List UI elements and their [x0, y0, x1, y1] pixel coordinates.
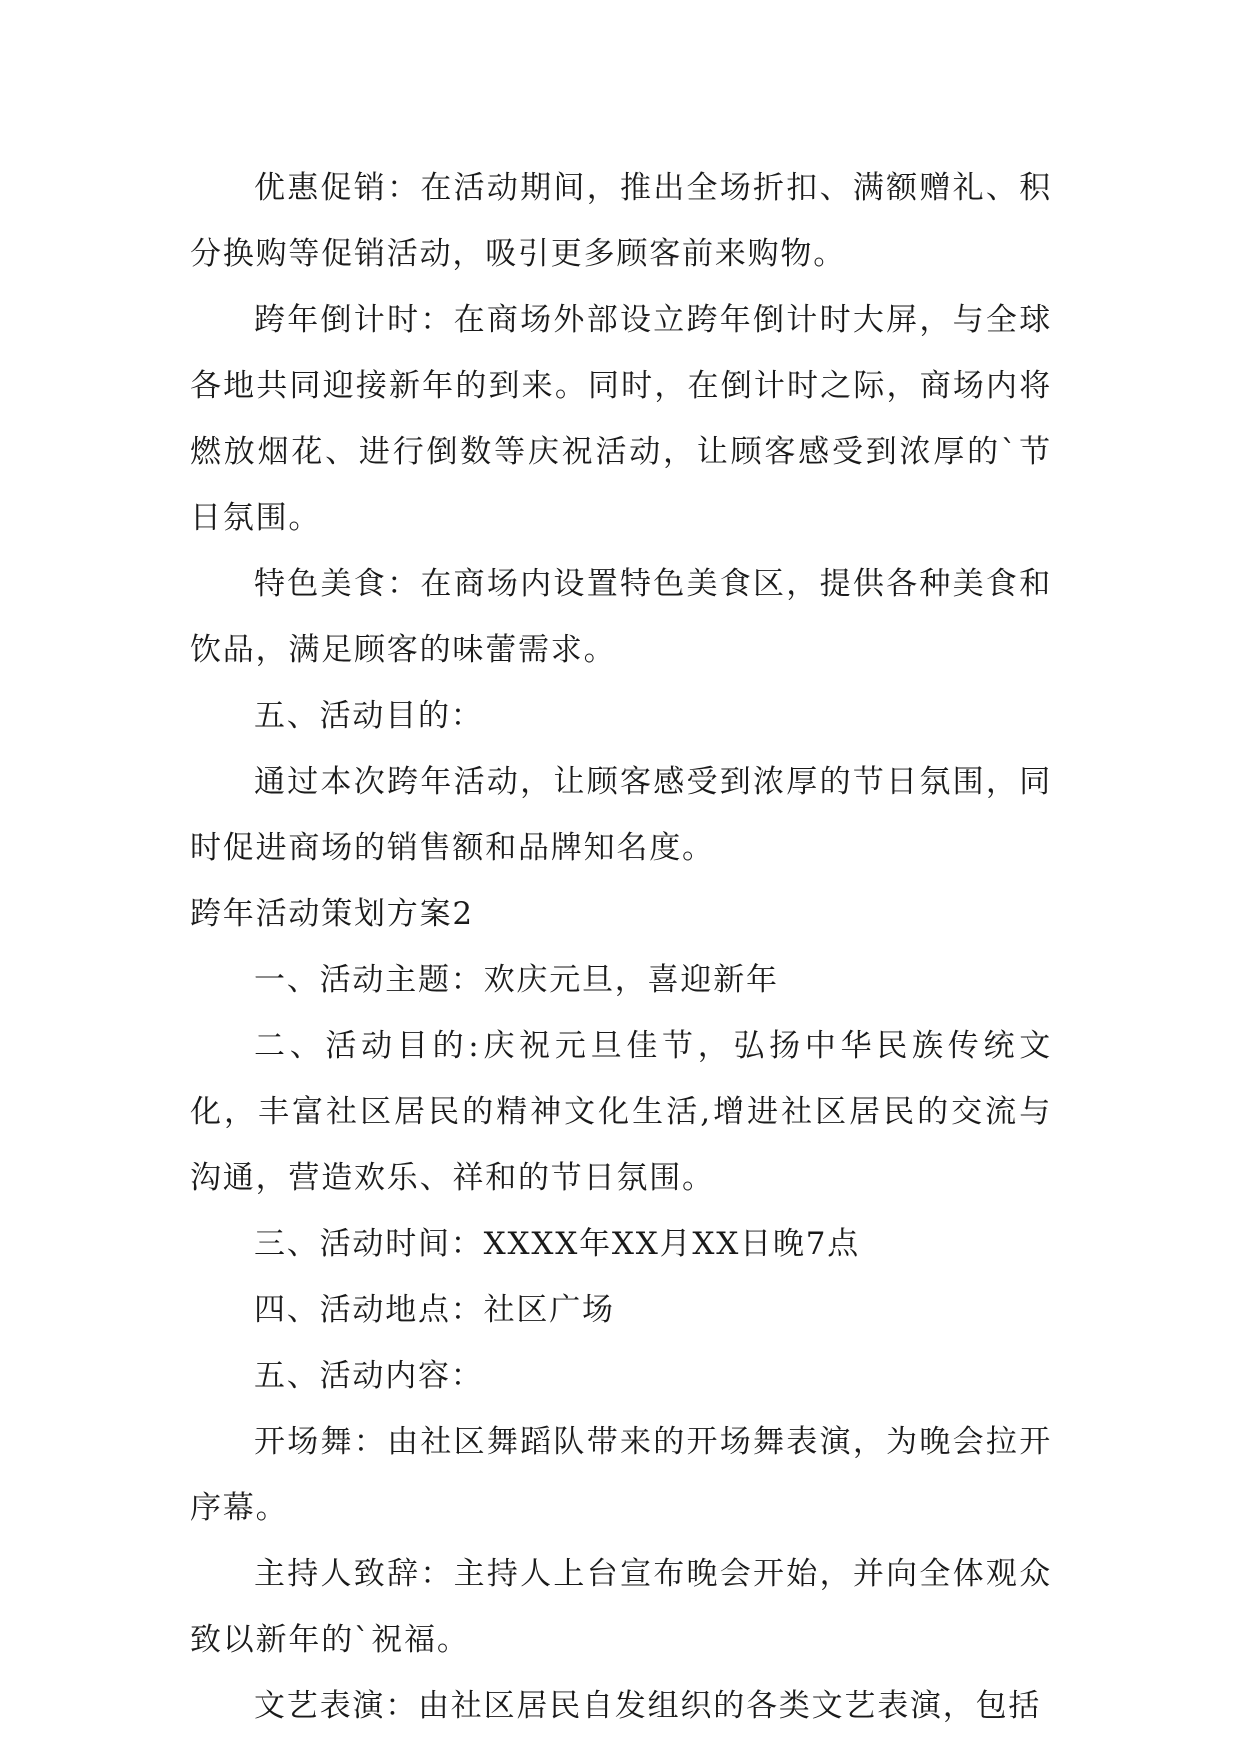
paragraph-performances: 文艺表演：由社区居民自发组织的各类文艺表演，包括 — [254, 1688, 1042, 1724]
paragraph-theme: 一、活动主题：欢庆元旦，喜迎新年 — [254, 962, 779, 998]
paragraph-opening-dance: 开场舞：由社区舞蹈队带来的开场舞表演，为晚会拉开序幕。 — [190, 1424, 1052, 1526]
paragraph-promotion: 优惠促销：在活动期间，推出全场折扣、满额赠礼、积分换购等促销活动，吸引更多顾客前来购物。 — [190, 170, 1052, 272]
paragraph-countdown: 跨年倒计时：在商场外部设立跨年倒计时大屏，与全球各地共同迎接新年的到来。同时，在倒计时之际，商场内将燃放烟花、进行倒数等庆祝活动，让顾客感受到浓厚的`节日氛围。 — [190, 302, 1052, 536]
document-body — [190, 155, 1052, 1739]
paragraph-host-speech: 主持人致辞：主持人上台宣布晚会开始，并向全体观众致以新年的`祝福。 — [190, 1556, 1052, 1658]
paragraph-location: 四、活动地点：社区广场 — [254, 1292, 615, 1328]
paragraph-food: 特色美食：在商场内设置特色美食区，提供各种美食和饮品，满足顾客的味蕾需求。 — [190, 566, 1052, 668]
paragraph-purpose: 通过本次跨年活动，让顾客感受到浓厚的节日氛围，同时促进商场的销售额和品牌知名度。 — [190, 764, 1052, 866]
section-heading-content: 五、活动内容： — [254, 1358, 484, 1394]
section-heading-purpose: 五、活动目的： — [254, 698, 484, 734]
paragraph-goal: 二、活动目的:庆祝元旦佳节，弘扬中华民族传统文化，丰富社区居民的精神文化生活,增进社区居民的交流与沟通，营造欢乐、祥和的节日氛围。 — [190, 1028, 1052, 1196]
paragraph-time: 三、活动时间：XXXX年XX月XX日晚7点 — [254, 1226, 861, 1262]
plan-title: 跨年活动策划方案2 — [190, 896, 474, 932]
